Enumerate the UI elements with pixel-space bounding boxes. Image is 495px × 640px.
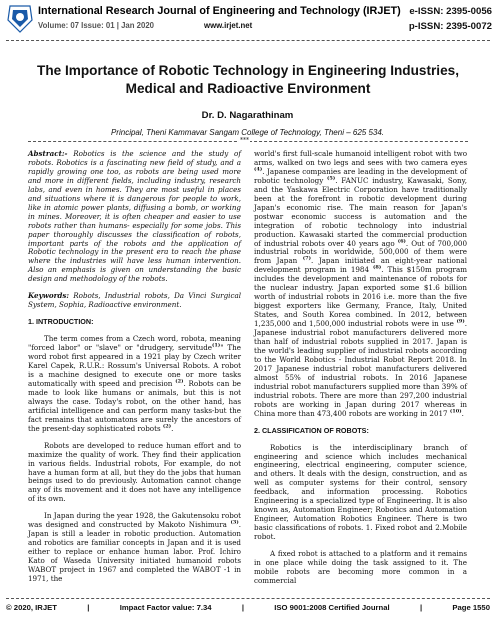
keywords-text: Robots, Industrial robots, Da Vinci Surgical System, Sophia, Radioactive environment. (28, 291, 241, 310)
citation: (7) (302, 256, 311, 263)
page-number: Page 1550 (452, 603, 490, 612)
journal-header (6, 4, 492, 38)
citation: (4) (254, 166, 263, 173)
citation: (5) (327, 175, 336, 182)
classification-paragraph-2: A fixed robot is attached to a platform and it remains in one place while doing the task assigned to it. The mobile robots are becoming more common in a commercial (254, 549, 467, 585)
footer-divider-bar: | (419, 603, 423, 612)
irjet-logo-icon (6, 4, 34, 34)
impact-factor: Impact Factor value: 7.34 (119, 603, 212, 612)
intro-paragraph-2: Robots are developed to reduce human effort and to maximize the quality of work. They find their application in various fields. Industrial robots, For example, do not have a human form at all, but they do the jobs that human beings used to do previously. Automation cannot change any of its movement and it does not have any intelligence of its own. (28, 440, 241, 504)
citation: (3) (230, 519, 239, 526)
footer-divider-bar: | (87, 603, 90, 612)
page-footer (6, 603, 490, 612)
citation: (10) (449, 408, 462, 415)
citation: (2) (175, 378, 184, 385)
paper-title: The Importance of Robotic Technology in Engineering Industries, Medical and Radioactive Environment (37, 63, 459, 96)
citation: (8) (373, 265, 382, 272)
copyright: © 2020, IRJET (6, 603, 57, 612)
abstract-label: Abstract:- (28, 149, 68, 158)
citation: (9) (456, 318, 465, 325)
header-divider (6, 40, 490, 41)
author-affiliation: Principal, Theni Kammavar Sangam College of Technology, Theni – 625 534. (110, 128, 385, 137)
paper-author: Dr. D. Nagarathinam (201, 110, 294, 121)
introduction-heading: 1. INTRODUCTION: (28, 317, 94, 327)
citation: (6) (397, 238, 406, 245)
left-column (28, 150, 241, 584)
citation: (1) (212, 342, 221, 349)
intro-paragraph-3-continued: world's first full-scale humanoid intelligent robot with two arms, walked on two legs and sees with two camera eyes $^{(4)}$. Japanese companies are leading in the development of robotic technology $^{(5)}$. FANUC industry, Kawasaki, Sony, and the Yaskawa Electric Corporation have traditionally been at the forefront in robotic development during Japan's economic rise. The main reason for Japan's postwar economic success is automation and the integration of robotic technology into industrial production. Kawasaki started the commercial production of industrial robots over 40 years ago $^{(6)}$. Out of 700,000 industrial robots in worldwide, 500,000 of them were from Japan $^{(7)}$. Japan initiated an eight-year national development program in 1984 $^{(8)}$. This $150m program includes the development and maintenance of robots for the nuclear industry. Japan exported some $1.6 billion worth of industrial robots in 2016 i.e. more than the five biggest exporters like Germany, France, Italy, United States, and South Korea combined. In 2012, between 1,235,000 and 1,500,000 industrial robots were in use $^{(9)}$. Japanese industrial robot manufacturers delivered more than half of industrial robots supplied in 2017. Japan is the world's leading supplier of industrial robots according to the World Robotics - Industrial Robot Report 2018. In 2017 Japanese industrial robot manufacturers delivered almost 55% of industrial robots. In 2016 Japanese industrial robot manufacturers supplied more than 39% of industrial robots. There are more than 297,200 industrial robots are working in Japan during 2017 whereas in China more than 473,400 robots are working in 2017 $^{(10)}$. (254, 149, 467, 418)
p-issn: p-ISSN: 2395-0072 (408, 21, 492, 32)
iso-certification: ISO 9001:2008 Certified Journal (274, 603, 390, 612)
journal-name: International Research Journal of Engineering and Technology (IRJET) (38, 5, 401, 17)
classification-paragraph-1: Robotics is the interdisciplinary branch of engineering and science which includes mechanical engineering, electrical engineering, computer science, and others. It deals with the design, construction, and as well as computer systems for their control, sensory feedback, and information processing. Robotics Engineering is a specialized type of Engineering. It is also known as, Automation Engineer; Robotics and Automation Engineer, Automation Robotics Engineer. There is two basic classifications of robots. 1. Fixed robot and 2.Mobile robot. (254, 442, 467, 542)
separator-stars: *** (240, 137, 249, 144)
abstract (28, 150, 241, 284)
abstract-text: Robotics is the science and the study of robots. Robotics is a fascinating new field of study, and a rapidly growing one too, as robots are being used more and more in different fields, including industry, research labs, and even in homes. They are most useful in places and situations where it is dangerous for people to work, like in atomic power plants, diffusing a bomb, or working in mines. Moreover, it is often cheaper and easier to use robots rather than humans- especially for some jobs. This paper thoroughly discusses the classification of robots, important parts of the robots and the application of Robotic technology in the present era to reach the phase where the industries will have less human intervention. Also an emphasis is given on understanding the basic design and methodology of the robots. (28, 149, 241, 284)
intro-paragraph-1: The term comes from a Czech word, robota, meaning "forced labor" or "slave" or "drudgery, servitude$^{(1)}$" The word robot first appeared in a 1921 play by Czech writer Karel Capek, R.U.R.: Rossum's Universal Robots. A robot is a machine designed to execute one or more tasks automatically with speed and precision $^{(2)}$. Robots can be made to look like humans or animals, but this is not always the case. Today's robot, on the other hand, has artificial intelligence and can perform many tasks-but the fact remains that automatons are surely the ancestors of the present-day sophisticated robots $^{(2)}$. (28, 334, 241, 433)
right-column (254, 150, 467, 586)
e-issn: e-ISSN: 2395-0056 (409, 6, 492, 17)
footer-divider (6, 598, 490, 599)
citation: (2) (162, 423, 172, 430)
journal-website-link[interactable]: www.irjet.net (204, 21, 253, 30)
footer-divider-bar: | (241, 603, 244, 612)
intro-paragraph-3: In Japan during the year 1928, the Gakutensoku robot was designed and constructed by Makoto Nishimura $^{(3)}$. Japan is still a leader in robotic production. Automation and robotics are familiar concepts in Japan and it is used either to replace or enhance human labor. Prof. Ichiro Kato of Waseda University initiated humanoid robots WABOT project in 1967 and completed the WABOT -1 in 1971, the (28, 511, 241, 583)
keywords (28, 292, 241, 310)
keywords-label: Keywords: (28, 291, 70, 301)
volume-issue: Volume: 07 Issue: 01 | Jan 2020 (38, 21, 155, 30)
classification-heading: 2. CLASSIFICATION OF ROBOTS: (254, 425, 369, 435)
